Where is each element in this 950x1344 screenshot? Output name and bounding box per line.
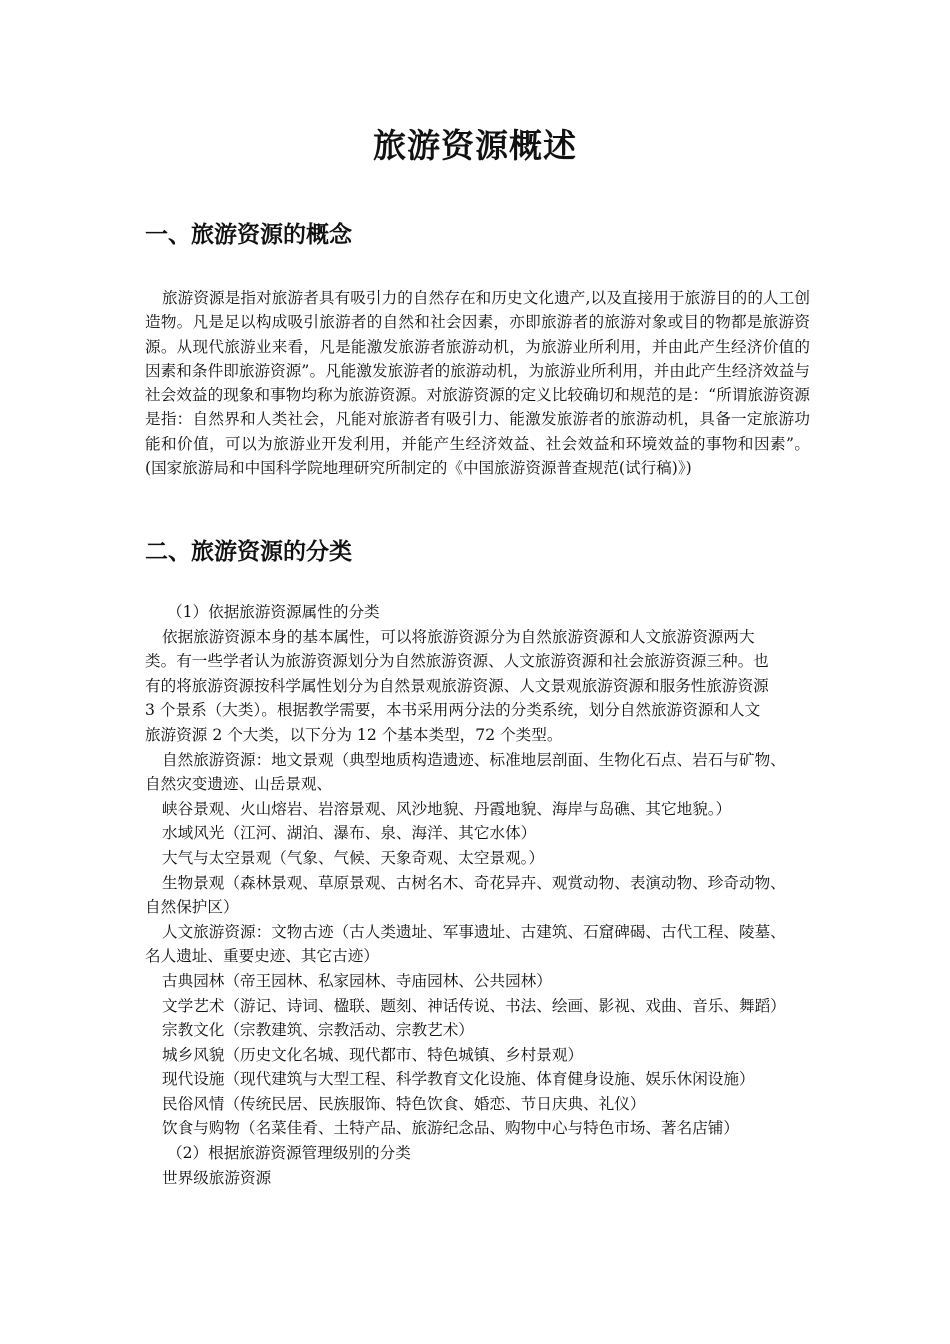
text-line: 3 个景系（大类）。根据教学需要，本书采用两分法的分类系统，划分自然旅游资源和人文 [145,701,761,720]
text-line: 城乡风貌（历史文化名城、现代都市、特色城镇、乡村景观） [162,1045,584,1064]
text-line: 有的将旅游资源按科学属性划分为自然景观旅游资源、人文景观旅游资源和服务性旅游资源 [145,676,769,695]
text-line: 饮食与购物（名菜佳肴、土特产品、旅游纪念品、购物中心与特色市场、著名店铺） [162,1119,739,1138]
text-line: 文学艺术（游记、诗词、楹联、题刻、神话传说、书法、绘画、影视、戏曲、音乐、舞蹈） [162,996,786,1015]
text-line: 世界级旅游资源 [162,1168,272,1187]
text-line: 峡谷景观、火山熔岩、岩溶景观、风沙地貌、丹霞地貌、海岸与岛礁、其它地貌。） [162,799,732,818]
text-line: 水域风光（江河、湖泊、瀑布、泉、海洋、其它水体） [162,824,537,843]
classification-body [145,600,835,1190]
section-heading-concept: 一、旅游资源的概念 [145,221,352,248]
text-line: 民俗风情（传统民居、民族服饰、特色饮食、婚恋、节日庆典、礼仪） [162,1094,646,1113]
text-line: 古典园林（帝王园林、私家园林、寺庙园林、公共园林） [162,971,552,990]
text-line: 名人遗址、重要史迹、其它古迹） [145,947,379,966]
text-line: 现代设施（现代建筑与大型工程、科学教育文化设施、体育健身设施、娱乐休闲设施） [162,1070,755,1089]
text-line: 大气与太空景观（气象、气候、天象奇观、太空景观。） [162,848,545,867]
text-line: 依据旅游资源本身的基本属性，可以将旅游资源分为自然旅游资源和人文旅游资源两大 [162,627,755,646]
text-line: 自然旅游资源：地文景观（典型地质构造遗迹、标准地层剖面、生物化石点、岩石与矿物、 [162,750,786,769]
text-line: 自然保护区） [145,898,239,917]
text-line: 宗教文化（宗教建筑、宗教活动、宗教艺术） [162,1021,474,1040]
page-title: 旅游资源概述 [373,126,577,165]
text-line: 生物景观（森林景观、草原景观、古树名木、奇花异卉、观赏动物、表演动物、珍奇动物、 [162,873,786,892]
text-line: 类。有一些学者认为旅游资源划分为自然旅游资源、人文旅游资源和社会旅游资源三种。也 [145,652,769,671]
section-heading-classification: 二、旅游资源的分类 [145,538,352,565]
text-line: （2）根据旅游资源管理级别的分类 [167,1144,411,1163]
text-line: 人文旅游资源：文物古迹（古人类遗址、军事遗址、古建筑、石窟碑碣、古代工程、陵墓、 [162,922,786,941]
text-line: 自然灾变遗迹、山岳景观、 [145,775,333,794]
text-line: （1）依据旅游资源属性的分类 [167,603,380,621]
text-line: 旅游资源 2 个大类，以下分为 12 个基本类型，72 个类型。 [145,725,563,744]
intro-paragraph: 旅游资源是指对旅游者具有吸引力的自然存在和历史文化遗产,以及直接用于旅游目的的人工创造物。凡是足以构成吸引旅游者的自然和社会因素，亦即旅游者的旅游对象或目的物都是旅游资源。从现代旅游业来看，凡是能激发旅游者旅游动机，为旅游业所利用，并由此产生经济价值的因素和条件即旅游资源”。凡能激发旅游者的旅游动机，为旅游业所利用，并由此产生经济效益与社会效益的现象和事物均称为旅游资源。对旅游资源的定义比较确切和规范的是：“所谓旅游资源是指：自然界和人类社会，凡能对旅游者有吸引力、能激发旅游者的旅游动机，具备一定旅游功能和价值，可以为旅游业开发利用，并能产生经济效益、社会效益和环境效益的事物和因素”。(国家旅游局和中国科学院地理研究所制定的《中国旅游资源普查规范(试行稿)》) [145,289,810,478]
